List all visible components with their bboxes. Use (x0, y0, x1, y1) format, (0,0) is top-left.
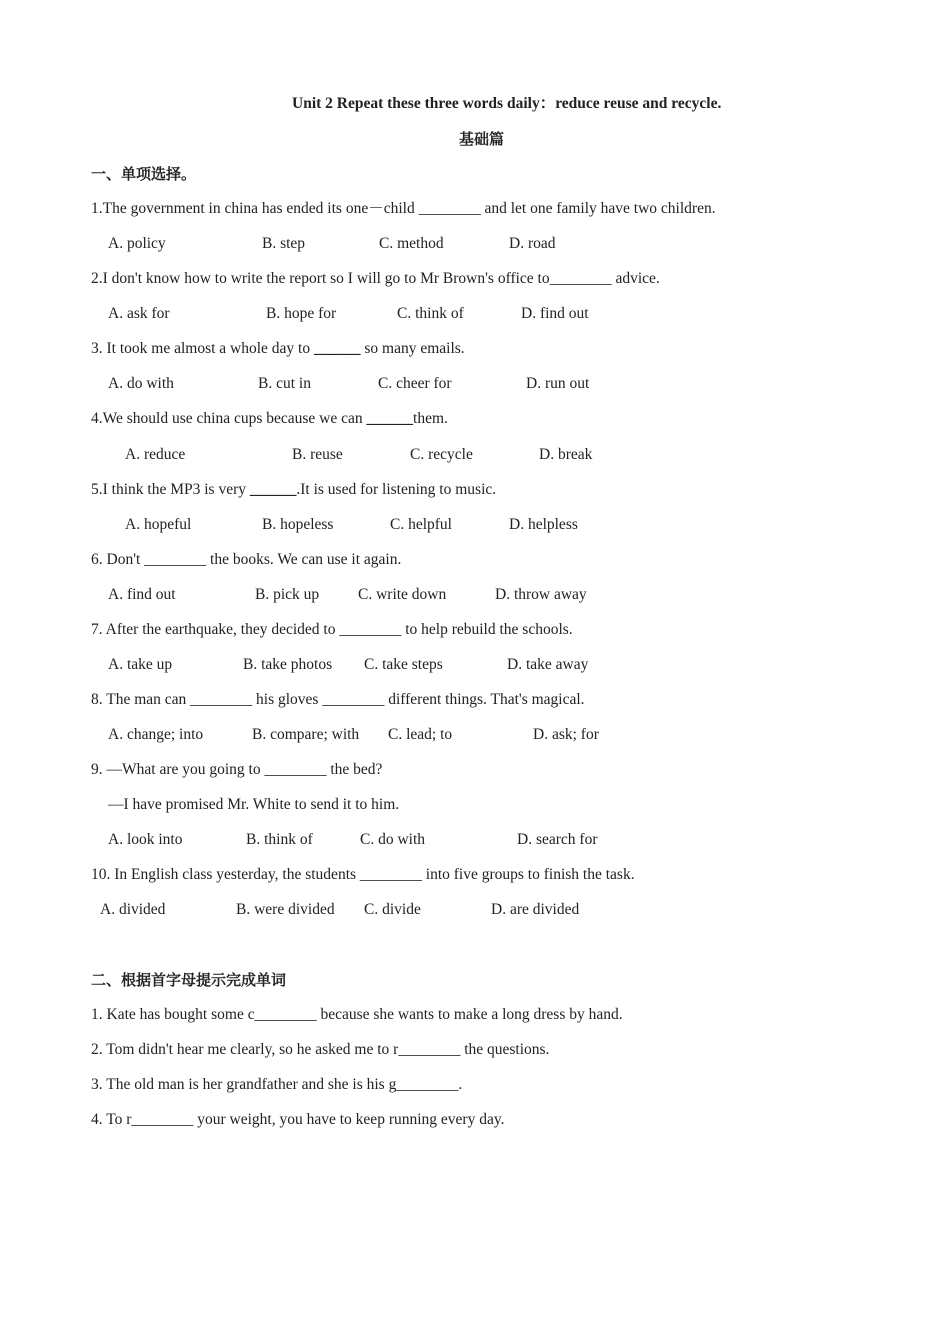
question-5-option-a: A. hopeful (125, 516, 192, 533)
question-5-text-before: 5.I think the MP3 is very (91, 481, 250, 498)
question-5-text-after: .It is used for listening to music. (296, 481, 497, 498)
question-10-option-d: D. are divided (491, 901, 580, 918)
page-title: Unit 2 Repeat these three words daily：reduce reuse and recycle. (292, 95, 722, 112)
question-3-option-c: C. cheer for (378, 375, 452, 392)
question-8-option-d: D. ask; for (533, 726, 599, 743)
question-9-option-b: B. think of (246, 831, 313, 848)
word-completion-item-3: 3. The old man is her grandfather and she is his g________. (91, 1076, 463, 1093)
section-heading-multiple-choice: 一、单项选择。 (91, 165, 197, 183)
question-7-option-d: D. take away (507, 656, 589, 673)
question-7: 7. After the earthquake, they decided to ________ to help rebuild the schools. (91, 621, 573, 638)
question-3-text-after: so many emails. (360, 340, 465, 357)
question-3-text-before: 3. It took me almost a whole day to (91, 340, 314, 357)
page-subtitle: 基础篇 (459, 130, 505, 148)
question-5 (91, 480, 496, 500)
question-1: 1.The government in china has ended its one－child ________ and let one family have two children. (91, 200, 716, 217)
word-completion-item-1: 1. Kate has bought some c________ because she wants to make a long dress by hand. (91, 1006, 623, 1023)
question-4-option-d: D. break (539, 446, 593, 463)
question-2-option-b: B. hope for (266, 305, 337, 322)
question-1-option-d: D. road (509, 235, 556, 252)
question-2-option-d: D. find out (521, 305, 589, 322)
question-1-option-c: C. method (379, 235, 444, 252)
word-completion-item-4: 4. To r________ your weight, you have to keep running every day. (91, 1111, 505, 1128)
question-6: 6. Don't ________ the books. We can use it again. (91, 551, 402, 568)
question-4-option-c: C. recycle (410, 446, 473, 463)
question-5-option-d: D. helpless (509, 516, 578, 533)
word-completion-item-2: 2. Tom didn't hear me clearly, so he asked me to r________ the questions. (91, 1041, 550, 1058)
question-9-option-a: A. look into (108, 831, 183, 848)
question-3-option-b: B. cut in (258, 375, 311, 392)
question-7-option-a: A. take up (108, 656, 173, 673)
question-3-blank: ______ (314, 340, 361, 357)
section-heading-word-completion: 二、根据首字母提示完成单词 (91, 971, 287, 989)
question-4-option-a: A. reduce (125, 446, 186, 463)
question-2: 2.I don't know how to write the report so I will go to Mr Brown's office to________ advice. (91, 270, 660, 287)
question-3-option-d: D. run out (526, 375, 590, 392)
question-8-option-b: B. compare; with (252, 726, 360, 743)
question-8-option-a: A. change; into (108, 726, 204, 743)
question-9-option-d: D. search for (517, 831, 598, 848)
question-1-option-a: A. policy (108, 235, 166, 252)
question-6-option-c: C. write down (358, 586, 447, 603)
question-3 (91, 339, 465, 359)
question-4-blank: ______ (366, 410, 414, 427)
question-2-option-a: A. ask for (108, 305, 170, 322)
question-5-blank: ______ (249, 481, 297, 498)
question-5-option-b: B. hopeless (262, 516, 334, 533)
question-8-option-c: C. lead; to (388, 726, 453, 743)
question-7-option-b: B. take photos (243, 656, 333, 673)
question-10-option-a: A. divided (100, 901, 166, 918)
question-8: 8. The man can ________ his gloves ________ different things. That's magical. (91, 691, 585, 708)
question-7-option-c: C. take steps (364, 656, 443, 673)
question-3-option-a: A. do with (108, 375, 174, 392)
question-4-text-after: them. (413, 410, 448, 427)
question-4-option-b: B. reuse (292, 446, 343, 463)
question-10: 10. In English class yesterday, the students ________ into five groups to finish the task. (91, 866, 635, 883)
question-9-option-c: C. do with (360, 831, 426, 848)
question-10-option-b: B. were divided (236, 901, 335, 918)
question-9: 9. —What are you going to ________ the bed? (91, 761, 383, 778)
question-4 (91, 409, 448, 429)
question-9-response: —I have promised Mr. White to send it to him. (108, 796, 400, 813)
question-2-option-c: C. think of (397, 305, 464, 322)
question-4-text-before: 4.We should use china cups because we can (91, 410, 367, 427)
question-6-option-b: B. pick up (255, 586, 320, 603)
question-5-option-c: C. helpful (390, 516, 452, 533)
question-6-option-d: D. throw away (495, 586, 587, 603)
question-1-option-b: B. step (262, 235, 306, 252)
question-6-option-a: A. find out (108, 586, 176, 603)
question-10-option-c: C. divide (364, 901, 421, 918)
